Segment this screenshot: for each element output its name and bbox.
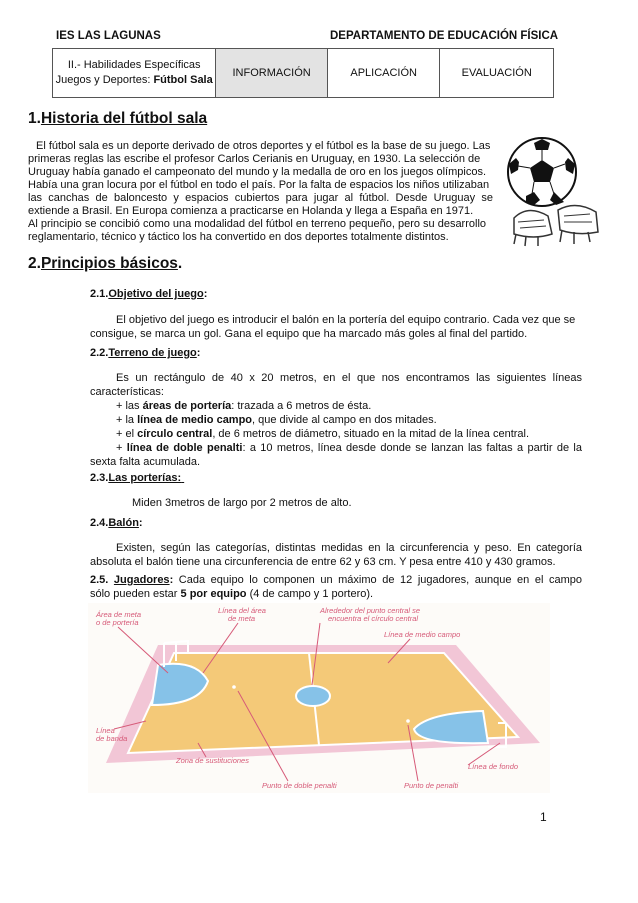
history-line: Uruguay había ganado el campeonato del mundo y la medalla de oro en los juegos olímpicos. [28,166,487,178]
department-name: DEPARTAMENTO DE EDUCACIÓN FÍSICA [330,30,559,42]
label-area-meta: o de portería [96,618,139,627]
history-line: extiende a Brasil. En Europa comienza a practicarse en Holanda y llega a España en 1971. [28,205,474,217]
field-item-areas: + las áreas de portería: trazada a 6 metros de ésta. [116,400,372,412]
goals-line: Miden 3metros de largo por 2 metros de alto. [132,497,352,509]
subsection-2-3-heading [90,472,184,484]
history-line: primeras reglas las escribe el profesor Carlos Cerianis en Uruguay, en 1930. La selección de [28,153,481,165]
label-medio-campo: Línea de medio campo [384,630,461,639]
history-line: Al principio se concibió como una modalidad del fútbol en terreno pequeño, pero su desarrollo [28,218,487,230]
subsection-title: Objetivo del juego [108,288,204,300]
penalty-spot [406,719,410,723]
field-item-penalty: + línea de doble penalti: a 10 metros, línea desde donde se lanzan las faltas a partir de la [116,442,582,454]
nav-subject [53,49,216,97]
tab-informacion[interactable]: INFORMACIÓN [216,49,328,97]
page-number: 1 [540,810,547,824]
field-line: sexta falta acumulada. [90,456,201,468]
center-circle [296,686,330,706]
subject-line2-prefix: Juegos y Deportes: [55,74,154,86]
objective-line: El objetivo del juego es introducir el balón en la portería del equipo contrario. Cada vez que se [116,314,576,326]
soccer-ball-illustration [498,130,608,250]
field-item-midline: + la línea de medio campo, que divide al campo en dos mitades. [116,414,437,426]
subsection-colon: : [196,347,201,359]
ball-line: Existen, según las categorías, distintas medidas en la circunferencia y peso. En categoría [116,542,582,554]
subsection-title: Terreno de juego [108,347,197,359]
label-banda: Línea [96,726,115,735]
history-line: El fútbol sala es un deporte derivado de otros deportes y el fútbol es la base de su juego. Las [36,140,491,152]
field-line: características: [90,386,164,398]
school-name: IES LAS LAGUNAS [56,30,161,42]
label-sustituciones: Zona de sustituciones [176,756,249,765]
subsection-2-4-heading [90,517,143,529]
label-linea-area: Línea del área [218,606,266,615]
subject-line1: II.- Habilidades Específicas [67,59,201,71]
label-linea-area: de meta [228,614,256,623]
label-fondo: Línea de fondo [468,762,519,771]
tab-evaluacion[interactable]: EVALUACIÓN [440,49,553,97]
subsection-number: 2.4. [90,517,109,529]
label-doble-penalti: Punto de doble penalti [262,781,337,790]
subsection-2-1-heading [90,288,207,300]
subsection-2-2-heading [90,347,200,359]
players-line: sólo pueden estar 5 por equipo (4 de campo y 1 portero). [90,588,374,600]
label-banda: de banda [96,734,128,743]
history-line: Había una gran locura por el fútbol en todo el país. Por la falta de espacios los niños utilizaban [28,179,490,191]
subsection-colon: : [138,517,143,529]
tab-aplicacion[interactable]: APLICACIÓN [328,49,441,97]
objective-line: consigue, se marca un gol. Gana el equipo que ha marcado más goles al final del partido. [90,328,528,340]
history-line: las canchas de baloncesto y espacios cubiertos para jugar al fútbol. Desde Uruguay se [28,192,493,204]
section1-title: Historia del fútbol sala [40,110,208,127]
label-area-meta: Área de meta [96,610,142,619]
subsection-title: Balón [108,517,139,529]
field-line: Es un rectángulo de 40 x 20 metros, en el que nos encontramos las siguientes líneas [116,372,582,384]
section2-title: Principios básicos [40,255,178,272]
history-line: reglamentario, técnico y táctico los ha convertido en dos deportes totalmente distintos. [28,231,449,243]
double-penalty-spot [232,685,236,689]
ball-line: absoluta el balón tiene una circunferencia de entre 62 y 63 cm. Y pesa entre 410 y 430 gramos. [90,556,556,568]
subsection-title: Las porterías: [108,472,182,484]
field-item-circle: + el círculo central, de 6 metros de diámetro, situado en la mitad de la línea central. [116,428,530,440]
subsection-number: 2.3. [90,472,109,484]
section2-number: 2. [28,255,41,272]
subsection-number: 2.2. [90,347,109,359]
futsal-court-diagram [88,603,550,793]
subsection-colon: : [203,288,208,300]
section2-heading [28,255,182,273]
label-alrededor: Alrededor del punto central se [320,606,421,615]
subject-name: Fútbol Sala [153,74,213,86]
section1-heading [28,110,207,128]
nav-table [52,48,554,98]
subsection-number: 2.1. [90,288,109,300]
label-penalti: Punto de penalti [404,781,459,790]
players-line: 2.5. Jugadores: Cada equipo lo componen un máximo de 12 jugadores, aunque en el campo [90,574,582,586]
section2-title-suffix: . [177,255,183,272]
label-alrededor: encuentra el círculo central [328,614,419,623]
section1-number: 1. [28,110,41,127]
